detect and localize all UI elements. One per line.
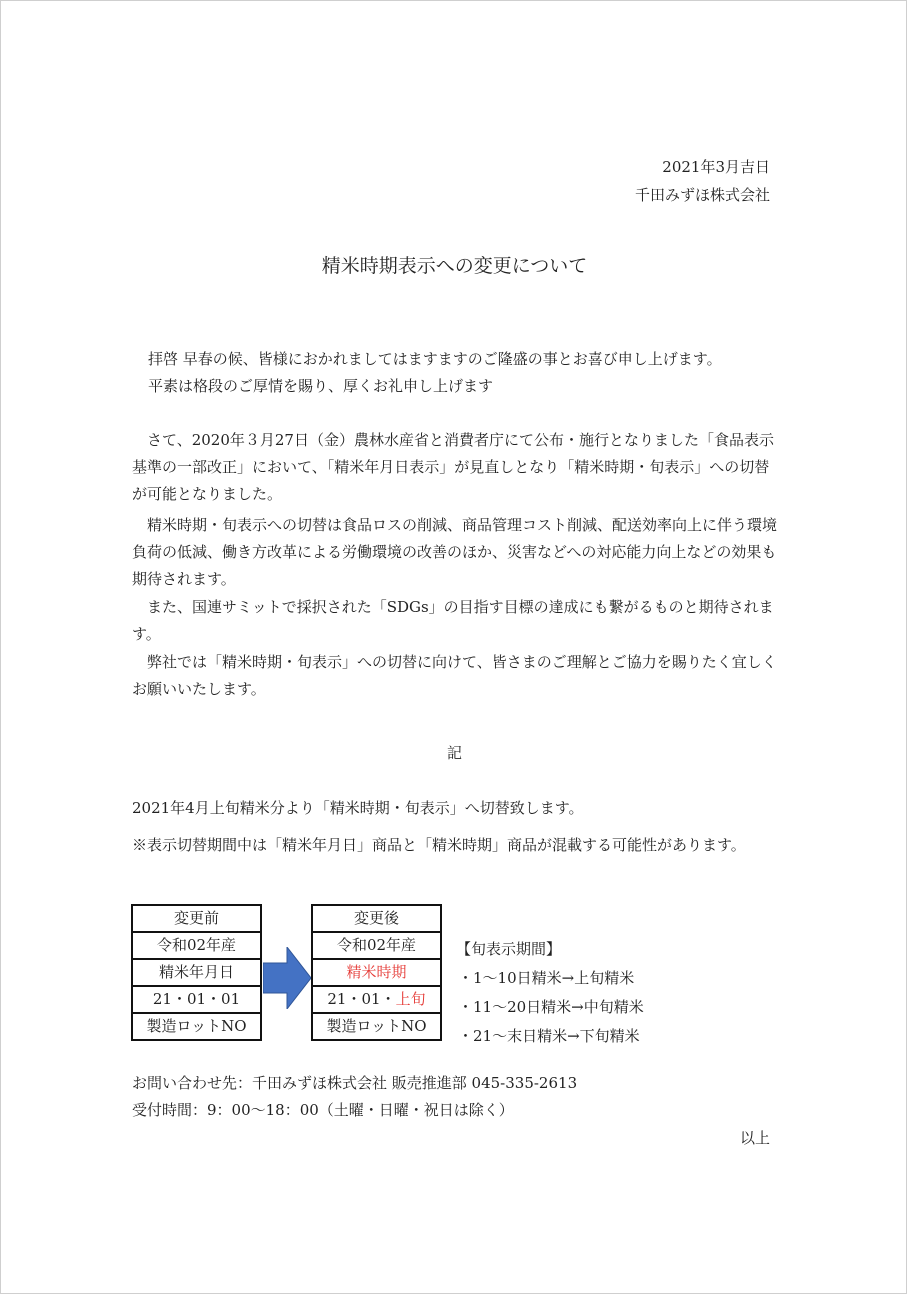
before-lot-number: 製造ロットNO	[132, 1013, 261, 1040]
after-label-table	[311, 904, 442, 1041]
document-title: 精米時期表示への変更について	[321, 255, 588, 277]
after-period-highlight: 上旬	[395, 990, 426, 1008]
before-harvest-year: 令和02年産	[132, 932, 261, 959]
before-polish-date-value: 21・01・01	[132, 986, 261, 1013]
body-paragraph-3: また、国連サミットで採択された「SDGs」の目指す目標の達成にも繋がるものと期待されます。	[132, 598, 774, 643]
body-paragraph-2: 精米時期・旬表示への切替は食品ロスの削減、商品管理コスト削減、配送効率向上に伴う環境負荷の低減、働き方改革による労働環境の改善のほか、災害などへの対応能力向上などの効果も期待されます。	[132, 516, 778, 588]
document-date: 2021年3月吉日	[662, 158, 770, 176]
ki-heading: 記	[446, 744, 462, 762]
greeting-line-2: 平素は格段のご厚情を賜り、厚くお礼申し上げます	[148, 377, 494, 395]
closing-word: 以上	[739, 1129, 770, 1147]
right-arrow-icon	[263, 947, 311, 1009]
period-heading: 【旬表示期間】	[456, 940, 562, 958]
after-date-prefix: 21・01・	[327, 990, 396, 1008]
greeting-line-1: 拝啓 早春の候、皆様におかれましてはますますのご隆盛の事とお喜び申し上げます。	[148, 350, 722, 368]
period-item-mid: ・11～20日精米→中旬精米	[458, 998, 644, 1016]
before-polish-date-label: 精米年月日	[132, 959, 261, 986]
body-paragraph-1: さて、2020年３月27日（金）農林水産省と消費者庁にて公布・施行となりました「食品表示基準の一部改正」において、「精米年月日表示」が見直しとなり「精米時期・旬表示」への切替が可能となりました。	[132, 431, 774, 503]
after-header: 変更後	[312, 905, 441, 932]
after-polish-period-value	[312, 986, 441, 1013]
body-paragraph-4: 弊社では「精米時期・旬表示」への切替に向けて、皆さまのご理解とご協力を賜りたく宜しくお願いいたします。	[132, 653, 777, 698]
before-header: 変更前	[132, 905, 261, 932]
period-item-late: ・21～末日精米→下旬精米	[458, 1027, 640, 1045]
sender-company: 千田みずほ株式会社	[634, 186, 770, 204]
mixed-stock-note: ※表示切替期間中は「精米年月日」商品と「精米時期」商品が混載する可能性があります。	[132, 836, 746, 854]
after-lot-number: 製造ロットNO	[312, 1013, 441, 1040]
after-polish-period-label: 精米時期	[312, 959, 441, 986]
period-item-early: ・1～10日精米→上旬精米	[458, 969, 635, 987]
after-harvest-year: 令和02年産	[312, 932, 441, 959]
business-hours: 受付時間：9：00～18：00（土曜・日曜・祝日は除く）	[132, 1101, 514, 1119]
contact-info: お問い合わせ先：千田みずほ株式会社 販売推進部 045-335-2613	[132, 1074, 578, 1092]
before-label-table	[131, 904, 262, 1041]
switch-notice: 2021年4月上旬精米分より「精米時期・旬表示」へ切替致します。	[132, 799, 584, 817]
